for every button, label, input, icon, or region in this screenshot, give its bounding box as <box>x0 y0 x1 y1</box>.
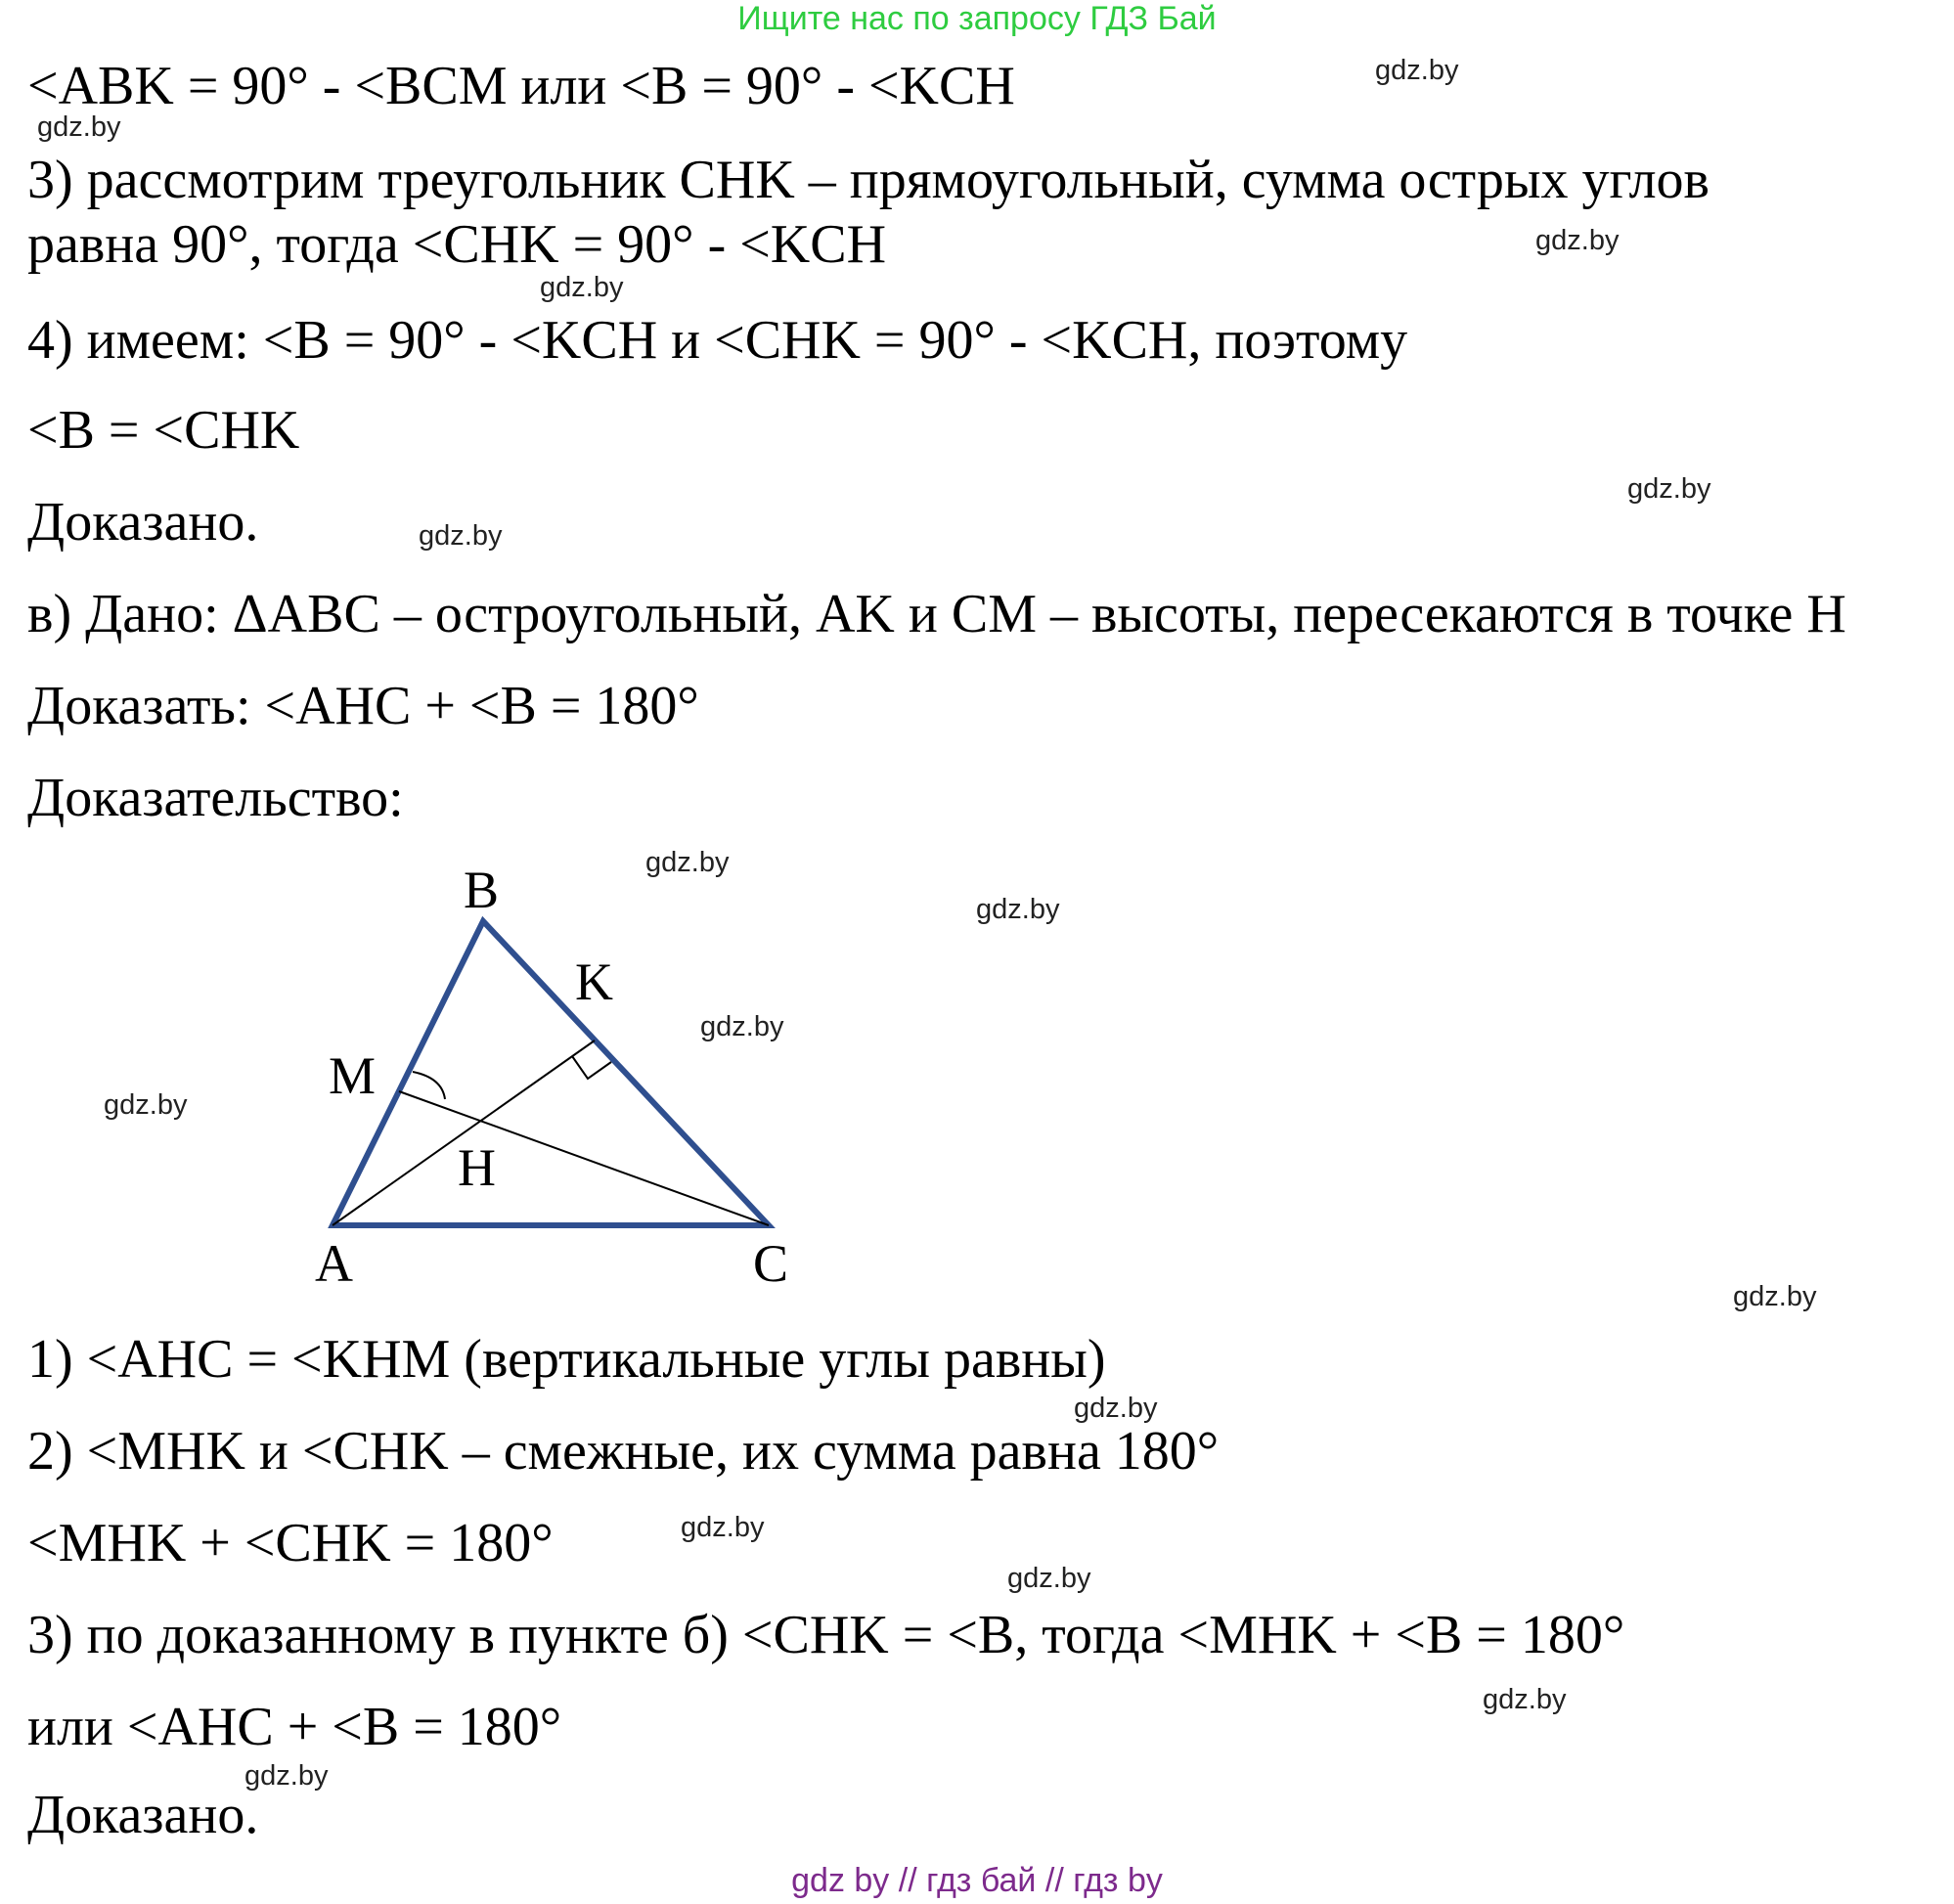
text-line-2: 3) рассмотрим треугольник CHK – прямоугольный, сумма острых углов <box>27 150 1710 210</box>
watermark: gdz.by <box>645 847 730 878</box>
triangle-diagram <box>293 851 822 1301</box>
text-line-15: Доказано. <box>27 1785 259 1845</box>
right-angle-mark-k <box>572 1056 611 1079</box>
footer-links[interactable]: gdz by // гдз бай // гдз by <box>791 1862 1163 1899</box>
angle-arc-m <box>413 1072 445 1099</box>
watermark: gdz.by <box>976 894 1060 925</box>
vertex-label-k: K <box>575 952 613 1011</box>
search-hint-banner: Ищите нас по запросу ГДЗ Бай <box>737 0 1217 37</box>
watermark: gdz.by <box>1535 225 1620 256</box>
watermark: gdz.by <box>244 1760 329 1792</box>
vertex-label-h: H <box>458 1138 496 1197</box>
text-line-12: <MHK + <CHK = 180° <box>27 1513 554 1573</box>
text-line-13: 3) по доказанному в пункте б) <CHK = <B, тогда <MHK + <B = 180° <box>27 1605 1625 1665</box>
text-line-4: 4) имеем: <B = 90° - <KCH и <CHK = 90° - <KCH, поэтому <box>27 310 1408 371</box>
text-line-5: <B = <CHK <box>27 400 300 461</box>
text-line-3: равна 90°, тогда <CHK = 90° - <KCH <box>27 214 887 275</box>
text-line-10: 1) <AHC = <KHM (вертикальные углы равны) <box>27 1329 1106 1390</box>
vertex-label-c: C <box>753 1234 789 1293</box>
watermark: gdz.by <box>700 1011 784 1042</box>
watermark: gdz.by <box>104 1089 188 1121</box>
watermark: gdz.by <box>1733 1281 1817 1312</box>
vertex-label-m: M <box>329 1046 377 1105</box>
watermark: gdz.by <box>419 520 503 552</box>
vertex-label-a: A <box>315 1234 353 1293</box>
watermark: gdz.by <box>1627 473 1711 505</box>
text-line-8: Доказать: <AHC + <B = 180° <box>27 676 699 736</box>
text-line-7: в) Дано: ΔABC – остроугольный, AK и CM – высоты, пересекаются в точке H <box>27 584 1846 644</box>
text-line-14: или <AHC + <B = 180° <box>27 1697 562 1757</box>
watermark: gdz.by <box>1483 1684 1567 1715</box>
watermark: gdz.by <box>681 1512 765 1543</box>
triangle-figure <box>293 851 822 1301</box>
altitude-cm <box>399 1091 769 1225</box>
watermark: gdz.by <box>540 272 624 303</box>
text-line-1: <ABK = 90° - <BCM или <B = 90° - <KCH <box>27 56 1015 116</box>
text-line-9: Доказательство: <box>27 768 404 828</box>
watermark: gdz.by <box>1007 1563 1091 1594</box>
watermark: gdz.by <box>1375 55 1459 86</box>
watermark: gdz.by <box>1074 1393 1158 1424</box>
vertex-label-b: B <box>464 861 500 919</box>
watermark: gdz.by <box>37 111 121 143</box>
text-line-11: 2) <MHK и <CHK – смежные, их сумма равна 180° <box>27 1421 1220 1482</box>
text-line-6: Доказано. <box>27 492 259 553</box>
